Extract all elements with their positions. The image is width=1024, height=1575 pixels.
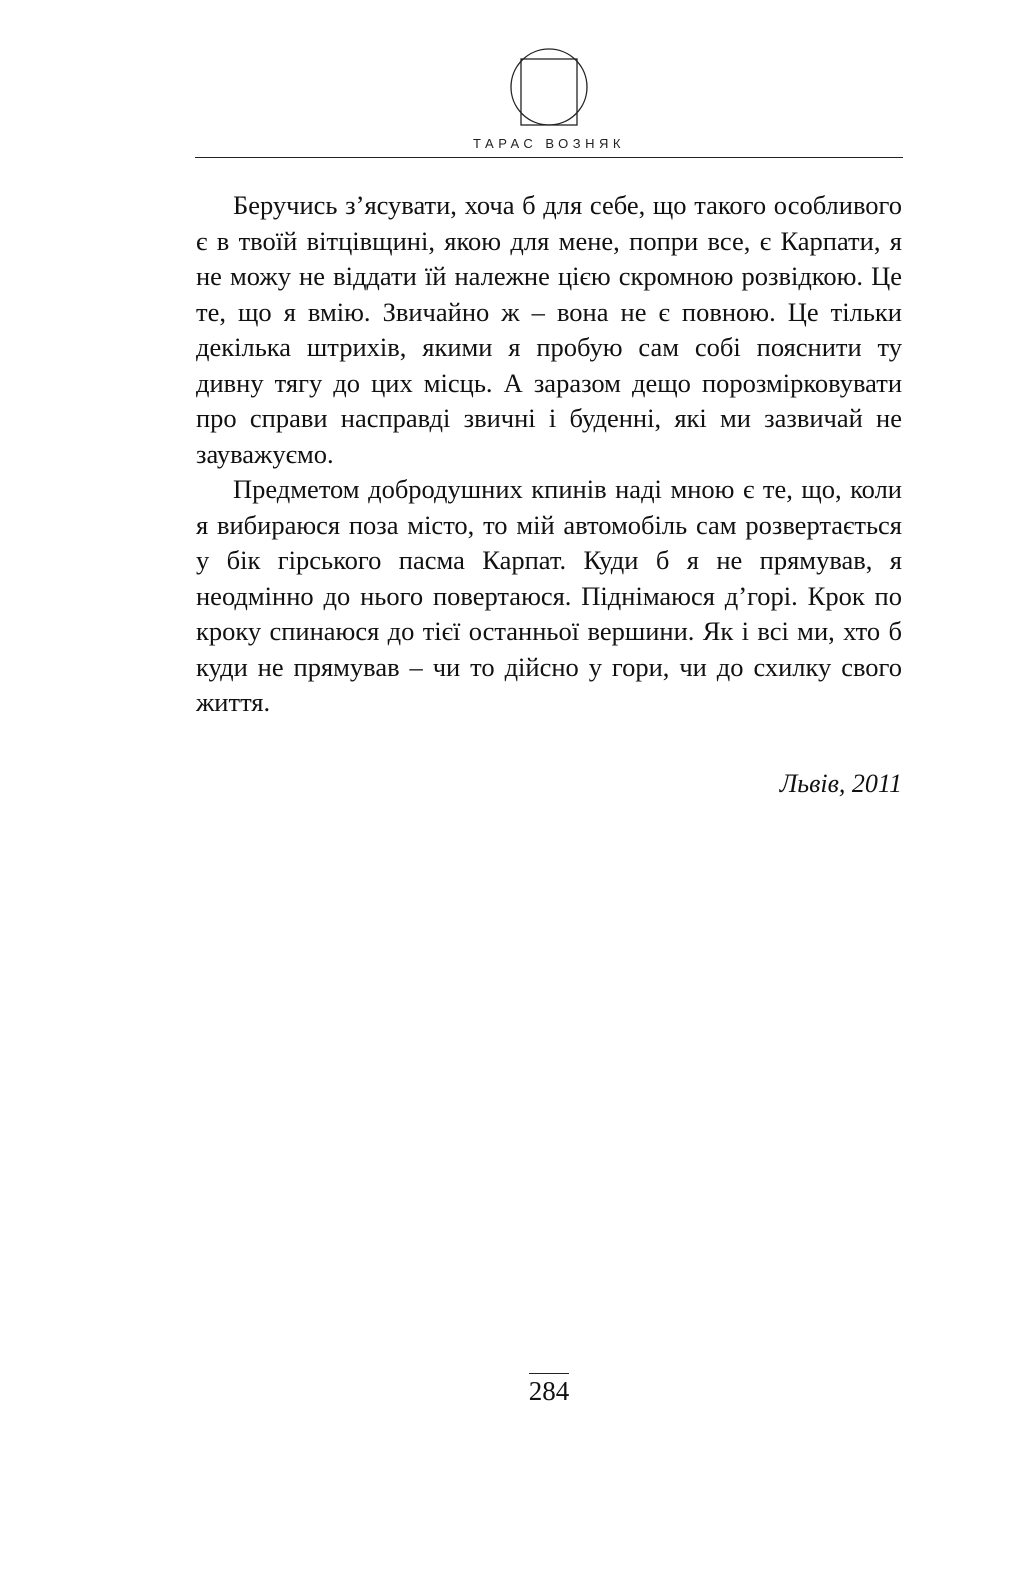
page-number-value: 284 <box>529 1373 570 1406</box>
paragraph-2: Предметом добродушних кпинів наді мною є те, що, коли я вибираюся поза місто, то мій автомобіль сам розвертається у бік гірського пасма Карпат. Куди б я не прямував, я неодмінно до нього повертаюся. Піднімаюся д’горі. Крок по кроку спинаюся до тієї останньої вершини. Як і всі ми, хто б куди не прямував – чи то дійсно у гори, чи до схилку свого життя. <box>196 474 902 717</box>
place-date-signature: Львів, 2011 <box>779 769 902 798</box>
running-header-author: ТАРАС ВОЗНЯК <box>473 136 625 151</box>
body-text <box>196 188 902 721</box>
paragraph-1: Беручись з’ясувати, хоча б для себе, що такого особливого є в твоїй вітцівщині, якою для мене, попри все, є Карпати, я не можу не віддати їй належне цією скромною розвідкою. Це те, що я вмію. Звичайно ж – вона не є повною. Це тільки декілька штрихів, якими я пробую сам собі пояснити ту дивну тягу до цих місць. А заразом дещо порозмірковувати про справи насправді звичні і буденні, які ми зазвичай не зауважуємо. <box>196 190 902 469</box>
header-divider <box>195 157 903 158</box>
circle-square-emblem-icon <box>509 47 589 127</box>
page-number <box>196 1375 902 1407</box>
